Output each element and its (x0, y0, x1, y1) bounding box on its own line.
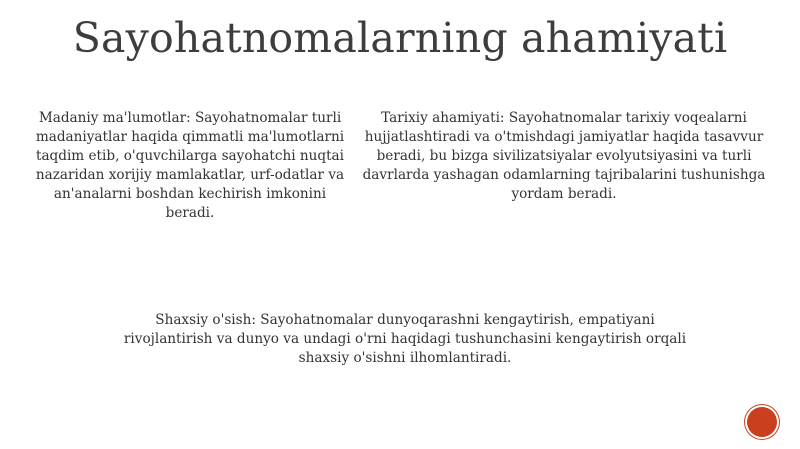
text-block-personal: Shaxsiy o'sish: Sayohatnomalar dunyoqarashni kengaytirish, empatiyani rivojlantirish va dunyo va undagi o'rni haqidagi tushunchasini kengaytirish orqali shaxsiy o'sishni ilhomlantiradi. (123, 312, 687, 366)
text-block-cultural: Madaniy ma'lumotlar: Sayohatnomalar turli madaniyatlar haqida qimmatli ma'lumotlarni taqdim etib, o'quvchilarga sayohatchi nuqtai nazaridan xorijiy mamlakatlar, urf-odatlar va an'analarni boshdan kechirish imkonini beradi. (35, 110, 345, 221)
next-slide-button[interactable] (747, 407, 777, 437)
text-block-historical: Tarixiy ahamiyati: Sayohatnomalar tarixiy voqealarni hujjatlashtiradi va o'tmishdagi jamiyatlar haqida tasavvur beradi, bu bizga sivilizatsiyalar evolyutsiyasini va turli davrlarda yashagan odamlarning tajribalarini tushunishga yordam beradi. (362, 110, 766, 202)
slide-title: Sayohatnomalarning ahamiyati (72, 14, 728, 62)
